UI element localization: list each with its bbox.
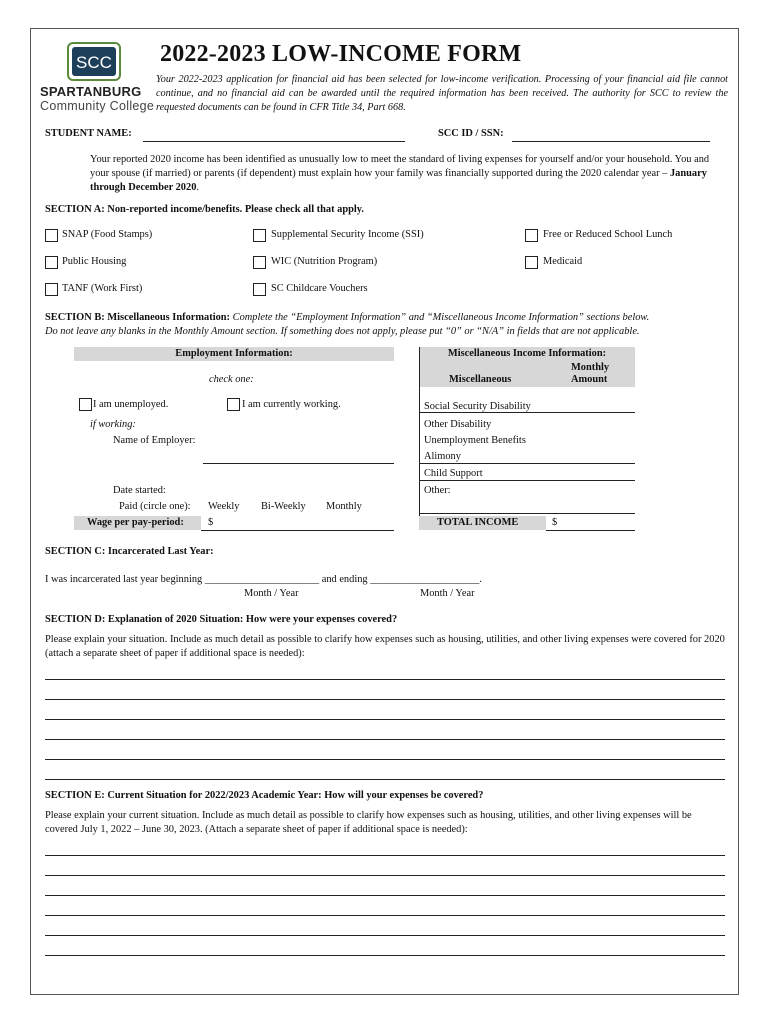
total-income-field[interactable] (546, 530, 635, 531)
section-d-answer-line[interactable] (45, 719, 725, 720)
wic-checkbox[interactable] (253, 256, 266, 269)
unemployed-label: I am unemployed. (93, 399, 169, 410)
student-name-field[interactable] (143, 141, 405, 142)
public-housing-label: Public Housing (62, 256, 127, 267)
tanf-checkbox[interactable] (45, 283, 58, 296)
freq-monthly[interactable]: Monthly (326, 501, 362, 512)
wage-field[interactable] (201, 530, 394, 531)
medicaid-checkbox[interactable] (525, 256, 538, 269)
scc-id-field[interactable] (512, 141, 710, 142)
misc-header: Miscellaneous Income Information: (447, 348, 607, 359)
medicaid-label: Medicaid (543, 256, 583, 267)
misc-col-miscellaneous: Miscellaneous (449, 374, 512, 385)
section-e-heading: SECTION E: Current Situation for 2022/2023 Academic Year: How will your expenses be covered? (45, 790, 484, 801)
school-lunch-checkbox[interactable] (525, 229, 538, 242)
misc-row-ssd: Social Security Disability (424, 401, 531, 412)
paid-label: Paid (circle one): (119, 501, 191, 512)
form-title: 2022-2023 LOW-INCOME FORM (160, 41, 522, 67)
section-c-heading: SECTION C: Incarcerated Last Year: (45, 546, 214, 557)
misc-table-left-border (419, 347, 420, 530)
snap-checkbox[interactable] (45, 229, 58, 242)
misc-row-other-disability: Other Disability (424, 419, 492, 430)
working-checkbox[interactable] (227, 398, 240, 411)
misc-col-monthly: Monthly (571, 362, 610, 373)
logo-badge-text: SCC (76, 53, 112, 72)
total-income-label: TOTAL INCOME (437, 517, 519, 528)
misc-row-divider (419, 513, 635, 514)
section-d-answer-line[interactable] (45, 779, 725, 780)
section-e-answer-line[interactable] (45, 955, 725, 956)
snap-label: SNAP (Food Stamps) (62, 229, 153, 240)
misc-row-divider (419, 412, 635, 413)
tanf-label: TANF (Work First) (62, 283, 143, 294)
employment-header: Employment Information: (175, 348, 293, 359)
wic-label: WIC (Nutrition Program) (271, 256, 378, 267)
misc-row-divider (419, 480, 635, 481)
section-d-heading: SECTION D: Explanation of 2020 Situation: How were your expenses covered? (45, 614, 398, 625)
if-working-label: if working: (90, 419, 136, 430)
scc-id-label: SCC ID / SSN: (438, 128, 504, 139)
check-one-label: check one: (209, 374, 254, 385)
ssi-checkbox[interactable] (253, 229, 266, 242)
section-a-heading: SECTION A: Non-reported income/benefits. Please check all that apply. (45, 204, 365, 215)
student-name-label: STUDENT NAME: (45, 128, 132, 139)
childcare-checkbox[interactable] (253, 283, 266, 296)
section-b-instructions: Do not leave any blanks in the Monthly Amount section. If something does not apply, please put “0” or “N/A” in fields that are not applicable. (45, 326, 640, 337)
month-year-label-start: Month / Year (244, 588, 299, 599)
scc-logo-icon (67, 42, 121, 81)
employer-field[interactable] (203, 463, 394, 464)
misc-row-child-support: Child Support (424, 468, 483, 479)
misc-row-other: Other: (424, 485, 451, 496)
wage-dollar: $ (208, 517, 214, 528)
misc-row-unemployment: Unemployment Benefits (424, 435, 526, 446)
freq-biweekly[interactable]: Bi-Weekly (261, 501, 306, 512)
month-year-label-end: Month / Year (420, 588, 475, 599)
section-e-text: Please explain your current situation. Include as much detail as possible to clarify how expenses such as housing, utilities, and other living expenses will be covered July 1, 2022 – June 30, 2023. (Attach a separate sheet of paper if additional space is needed): (45, 810, 692, 835)
section-d-answer-line[interactable] (45, 679, 725, 680)
misc-col-amount: Amount (571, 374, 608, 385)
childcare-label: SC Childcare Vouchers (271, 283, 368, 294)
misc-row-alimony: Alimony (424, 451, 461, 462)
logo-subtitle: Community College (40, 99, 155, 113)
misc-row-divider (419, 463, 635, 464)
working-label: I am currently working. (242, 399, 341, 410)
section-e-answer-line[interactable] (45, 935, 725, 936)
section-e-answer-line[interactable] (45, 915, 725, 916)
section-e-answer-line[interactable] (45, 855, 725, 856)
section-e-answer-line[interactable] (45, 875, 725, 876)
employer-label: Name of Employer: (113, 435, 196, 446)
reported-income-text: Your reported 2020 income has been identified as unusually low to meet the standard of living expenses for yourself and/or your household. You and your spouse (if married) or parents (if dependent) must explain how your family was financially supported during the 2020 calendar year – January through December 2020. (90, 154, 710, 193)
school-lunch-label: Free or Reduced School Lunch (543, 229, 673, 240)
section-d-answer-line[interactable] (45, 759, 725, 760)
date-started-label: Date started: (113, 485, 166, 496)
intro-text: Your 2022-2023 application for financial aid has been selected for low-income verification. Processing of your financial aid file cannot continue, and no financial aid can be awarded until the required information has been received. The authority for SCC to review the requested documents can be found in CFR Title 34, Part 668. (156, 74, 728, 113)
section-d-answer-line[interactable] (45, 699, 725, 700)
section-e-answer-line[interactable] (45, 895, 725, 896)
total-income-dollar: $ (552, 517, 558, 528)
section-d-text: Please explain your situation. Include as much detail as possible to clarify how expenses such as housing, utilities, and other living expenses were covered for 2020 (attach a separate sheet of paper if additional space is needed): (45, 634, 725, 659)
incarcerated-line[interactable]: I was incarcerated last year beginning ______________________ and ending _____________________. (45, 574, 482, 585)
freq-weekly[interactable]: Weekly (208, 501, 240, 512)
logo-name: SPARTANBURG (40, 84, 142, 99)
wage-label: Wage per pay-period: (87, 517, 184, 528)
ssi-label: Supplemental Security Income (SSI) (271, 229, 424, 240)
unemployed-checkbox[interactable] (79, 398, 92, 411)
section-b-heading-line: SECTION B: Miscellaneous Information: Complete the “Employment Information” and “Miscellaneous Income Information” sections below. (45, 312, 650, 323)
section-d-answer-line[interactable] (45, 739, 725, 740)
public-housing-checkbox[interactable] (45, 256, 58, 269)
